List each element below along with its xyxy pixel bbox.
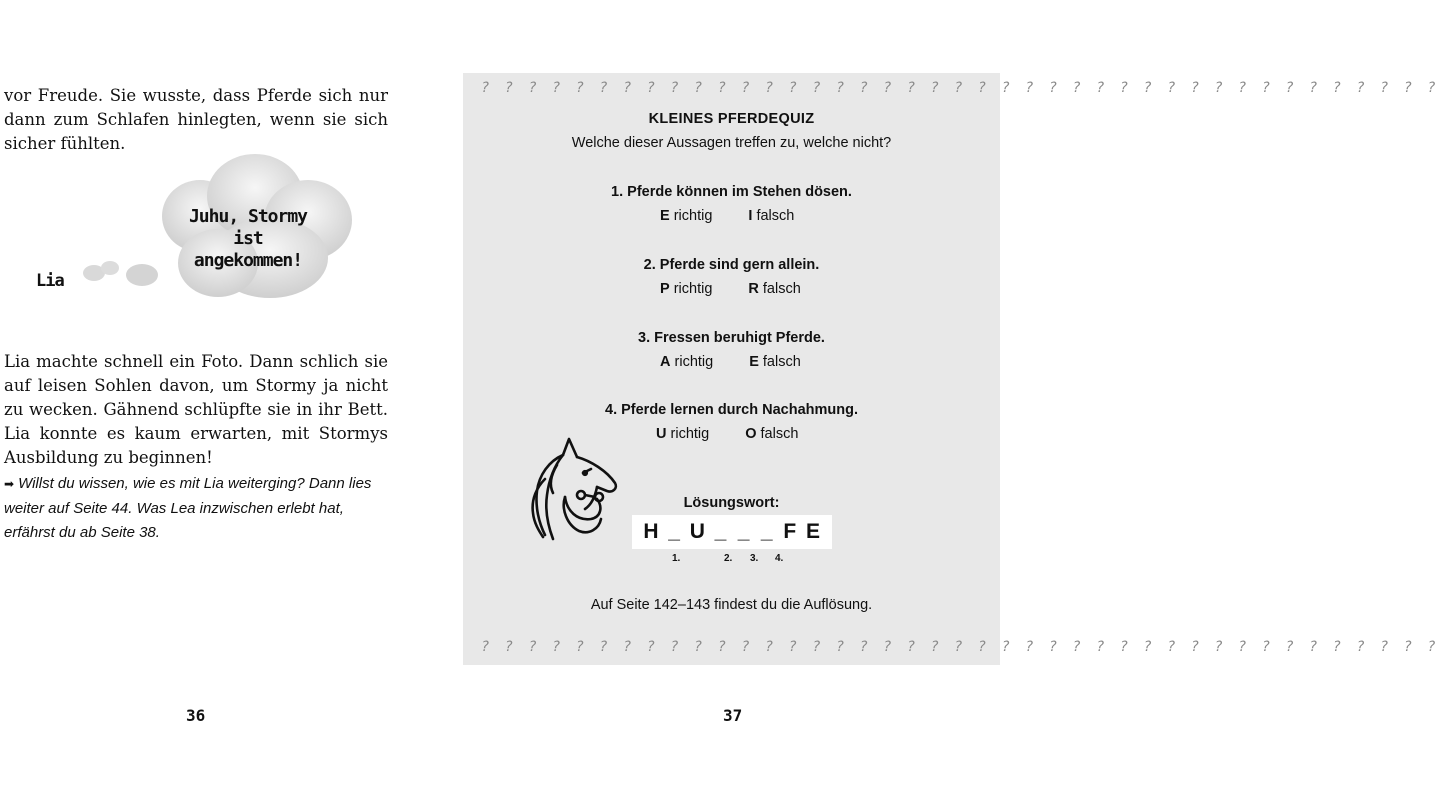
answer-label: falsch bbox=[760, 426, 799, 442]
question-3: 3. Fressen beruhigt Pferde. bbox=[638, 330, 825, 346]
solution-index-4: 4. bbox=[775, 553, 784, 564]
note-text: Willst du wissen, wie es mit Lia weiterging? Dann lies weiter auf Seite 44. Was Lea inzwischen erlebt hat, erfährst du ab Seite 38. bbox=[4, 475, 372, 541]
solution-word-box bbox=[632, 515, 832, 549]
answer-option bbox=[660, 281, 712, 297]
left-page bbox=[0, 0, 460, 800]
answer-label: falsch bbox=[762, 281, 801, 297]
solution-char: U bbox=[689, 520, 705, 543]
question-1: 1. Pferde können im Stehen dösen. bbox=[611, 184, 852, 200]
answer-label: falsch bbox=[756, 208, 795, 224]
answer-option bbox=[660, 208, 712, 224]
answers-2 bbox=[660, 281, 801, 297]
page-number-right: 37 bbox=[723, 706, 743, 725]
page-number-left: 36 bbox=[186, 706, 206, 725]
answer-letter: P bbox=[660, 281, 670, 297]
arrow-icon: ➡ bbox=[4, 477, 15, 491]
question-2: 2. Pferde sind gern allein. bbox=[643, 257, 820, 273]
solution-char: F bbox=[783, 520, 797, 543]
answer-label: richtig bbox=[673, 208, 713, 224]
answer-option bbox=[745, 426, 798, 442]
question-4: 4. Pferde lernen durch Nachahmung. bbox=[605, 402, 858, 418]
answer-letter: R bbox=[748, 281, 759, 297]
solution-hint: Auf Seite 142–143 findest du die Auflösung. bbox=[590, 597, 873, 613]
answer-label: falsch bbox=[762, 354, 801, 370]
answer-label: richtig bbox=[670, 426, 710, 442]
answer-option bbox=[656, 426, 709, 442]
cloud-speech bbox=[188, 206, 308, 272]
solution-char: H bbox=[643, 520, 659, 543]
paragraph-bottom: Lia machte schnell ein Foto. Dann schlich sie auf leisen Sohlen davon, um Stormy ja nicht zu wecken. Gähnend schlüpfte sie in ihr Bett. Lia konnte es kaum erwarten, mit Stormys Ausbildung zu beginnen! bbox=[4, 352, 388, 467]
solution-index-1: 1. bbox=[672, 553, 681, 564]
quiz-box bbox=[463, 73, 1439, 665]
answer-letter: A bbox=[660, 354, 671, 370]
cloud-line-2: angekommen! bbox=[193, 250, 303, 271]
answer-label: richtig bbox=[673, 281, 713, 297]
answer-letter: E bbox=[660, 208, 670, 224]
solution-index-3: 3. bbox=[750, 553, 759, 564]
answer-label: richtig bbox=[674, 354, 714, 370]
continuation-note bbox=[4, 472, 388, 546]
answer-option bbox=[749, 354, 801, 370]
question-mark-border-top: ? ? ? ? ? ? ? ? ? ? ? ? ? ? ? ? ? ? ? ? ? ? ? ? ? ? ? ? ? ? ? ? ? ? ? ? ? ? ? ? ? bbox=[481, 80, 1439, 96]
solution-label: Lösungswort: bbox=[683, 495, 780, 511]
answer-letter: U bbox=[656, 426, 667, 442]
solution-index-2: 2. bbox=[724, 553, 733, 564]
answer-option bbox=[748, 281, 800, 297]
cloud-line-1: Juhu, Stormy ist bbox=[188, 206, 308, 249]
quiz-title: KLEINES PFERDEQUIZ bbox=[648, 111, 815, 127]
solution-char: _ bbox=[760, 520, 773, 543]
answer-letter: E bbox=[749, 354, 759, 370]
solution-char: E bbox=[805, 520, 820, 543]
solution-char: _ bbox=[737, 520, 750, 543]
answers-4 bbox=[656, 426, 798, 442]
question-mark-border-bottom: ? ? ? ? ? ? ? ? ? ? ? ? ? ? ? ? ? ? ? ? ? ? ? ? ? ? ? ? ? ? ? ? ? ? ? ? ? ? ? ? ? bbox=[481, 639, 1439, 655]
solution-char: _ bbox=[714, 520, 727, 543]
quiz-subtitle: Welche dieser Aussagen treffen zu, welche nicht? bbox=[571, 135, 892, 151]
horse-head-icon bbox=[519, 435, 621, 547]
solution-char: _ bbox=[668, 520, 680, 543]
answers-3 bbox=[660, 354, 801, 370]
paragraph-top: vor Freude. Sie wusste, dass Pferde sich nur dann zum Schlafen hinlegten, wenn sie sich sicher fühlten. bbox=[4, 86, 388, 153]
answer-option bbox=[748, 208, 794, 224]
thought-cloud bbox=[70, 148, 370, 308]
answer-option bbox=[660, 354, 713, 370]
answers-1 bbox=[660, 208, 794, 224]
speaker-label: Lia bbox=[36, 271, 64, 291]
answer-letter: I bbox=[748, 208, 753, 224]
answer-letter: O bbox=[745, 426, 757, 442]
